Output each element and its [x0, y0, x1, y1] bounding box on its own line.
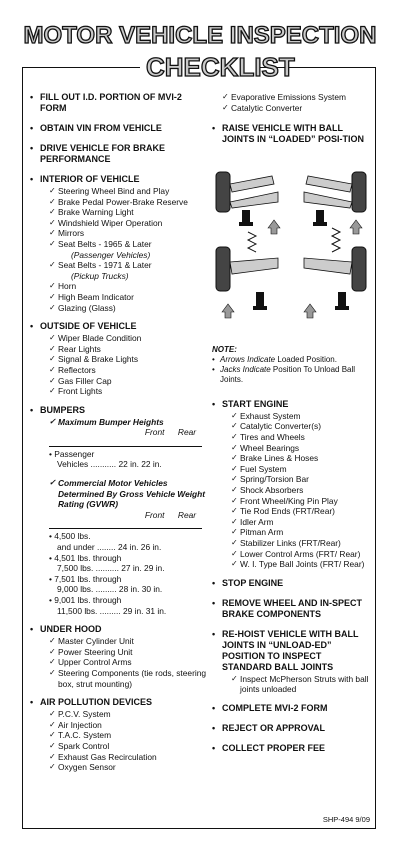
section-collect-fee: • COLLECT PROPER FEE	[212, 743, 370, 754]
list-item: ✓ Spark Control	[49, 741, 208, 752]
section-drive-vehicle: • DRIVE VEHICLE FOR BRAKE PERFORMANCE	[30, 143, 208, 165]
pollution-continued	[222, 92, 370, 113]
table-row: 7,500 lbs. .......... 27 in. 29 in.	[57, 563, 165, 574]
table-row: • 9,001 lbs. through	[49, 595, 122, 605]
pollution-list	[49, 709, 208, 773]
section-remove-wheel: • REMOVE WHEEL AND IN-SPECT BRAKE COMPONENTS	[212, 598, 370, 620]
note-item	[212, 355, 370, 365]
list-item: ✓ Lower Control Arms (FRT/ Rear)	[231, 549, 370, 560]
list-item: ✓ Catalytic Converter	[222, 103, 370, 114]
list-item: ✓ Exhaust System	[231, 411, 370, 422]
engine-list	[231, 411, 370, 570]
list-item: ✓ Fuel System	[231, 464, 370, 475]
list-item: ✓ Stabilizer Links (FRT/Rear)	[231, 538, 370, 549]
list-item: ✓ Inspect McPherson Struts with ball joints unloaded	[231, 674, 370, 695]
front-header: Front	[144, 509, 165, 520]
section-obtain-vin: • OBTAIN VIN FROM VEHICLE	[30, 123, 208, 134]
list-item: ✓ Master Cylinder Unit	[49, 636, 208, 647]
title-line-1: MOTOR VEHICLE INSPECTION	[23, 22, 377, 49]
list-item: ✓ Wiper Blade Condition	[49, 333, 208, 344]
section-start-engine: • START ENGINE	[212, 399, 370, 410]
front-header: Front	[144, 427, 165, 438]
list-item: ✓ Oxygen Sensor	[49, 762, 208, 773]
suspension-diagram	[212, 162, 370, 330]
section-interior: • INTERIOR OF VEHICLE	[30, 174, 208, 185]
left-column	[30, 92, 208, 781]
rehoist-list	[231, 674, 370, 695]
list-item: ✓ W. I. Type Ball Joints (FRT/ Rear)	[231, 559, 370, 570]
list-item: ✓ Signal & Brake Lights	[49, 354, 208, 365]
list-item: ✓ Brake Pedal Power-Brake Reserve	[49, 197, 208, 208]
table-row: and under ........ 24 in. 26 in.	[57, 542, 162, 553]
form-number: SHP-494 9/09	[322, 815, 370, 824]
section-fill-out-id: • FILL OUT I.D. PORTION OF MVI-2 FORM	[30, 92, 208, 114]
spring-icon	[248, 228, 340, 252]
list-item: ✓ Pitman Arm	[231, 527, 370, 538]
section-rehoist: • RE-HOIST VEHICLE WITH BALL JOINTS IN “UNLOAD-ED” POSITION TO INSPECT STANDARD BALL JOINTS	[212, 629, 370, 673]
list-item: ✓ Front Lights	[49, 386, 208, 397]
section-under-hood: • UNDER HOOD	[30, 624, 208, 635]
list-item: ✓ Air Injection	[49, 720, 208, 731]
list-item: ✓ Brake Warning Light	[49, 207, 208, 218]
list-item: ✓ Steering Components (tie rods, steering box, strut mounting)	[49, 668, 208, 689]
note-text: Position To Unload Ball Joints.	[220, 364, 356, 384]
list-item: ✓ Front Wheel/King Pin Play	[231, 496, 370, 507]
note-text: Loaded Position.	[275, 354, 337, 364]
note-emphasis: Arrows Indicate	[220, 354, 276, 364]
passenger-block	[49, 449, 208, 470]
list-item: ✓ Seat Belts - 1971 & Later	[49, 260, 208, 271]
list-item: ✓ Catalytic Converter(s)	[231, 421, 370, 432]
outside-list	[49, 333, 208, 397]
list-item: ✓ P.C.V. System	[49, 709, 208, 720]
note-item	[212, 365, 370, 385]
table-row: • 4,500 lbs.	[49, 531, 91, 542]
section-outside: • OUTSIDE OF VEHICLE	[30, 321, 208, 332]
list-item: ✓ Windshield Wiper Operation	[49, 218, 208, 229]
note-block	[212, 345, 370, 385]
rear-header: Rear	[177, 427, 197, 438]
list-item: ✓ Exhaust Gas Recirculation	[49, 752, 208, 763]
passenger-row: Vehicles ........... 22 in. 22 in.	[57, 459, 162, 470]
list-item: ✓ Spring/Torsion Bar	[231, 474, 370, 485]
interior-list	[49, 186, 208, 313]
hood-list	[49, 636, 208, 689]
list-item: ✓ Mirrors	[49, 228, 208, 239]
commercial-rows	[49, 531, 208, 616]
divider	[49, 446, 202, 447]
commercial-block	[49, 478, 208, 520]
section-complete-form: • COMPLETE MVI-2 FORM	[212, 703, 370, 714]
section-bumpers: • BUMPERS	[30, 405, 208, 416]
list-item: ✓ Gas Filler Cap	[49, 376, 208, 387]
list-item: ✓ Tires and Wheels	[231, 432, 370, 443]
section-stop-engine: • STOP ENGINE	[212, 578, 370, 589]
list-item: ✓ Seat Belts - 1965 & Later	[49, 239, 208, 250]
table-row: • 7,501 lbs. through	[49, 573, 122, 584]
list-item: ✓ Glazing (Glass)	[49, 303, 208, 314]
bumper-table-header	[49, 427, 208, 438]
note-emphasis: Jacks Indicate	[220, 364, 271, 374]
list-item: ✓ Reflectors	[49, 365, 208, 376]
passenger-label: • Passenger	[49, 448, 95, 459]
commercial-table-header	[49, 510, 208, 521]
list-item: ✓ Brake Lines & Hoses	[231, 453, 370, 464]
list-item: ✓ Wheel Bearings	[231, 443, 370, 454]
list-item-note: (Pickup Trucks)	[71, 270, 129, 281]
right-column	[212, 92, 370, 763]
section-reject-approval: • REJECT OR APPROVAL	[212, 723, 370, 734]
list-item: ✓ Idler Arm	[231, 517, 370, 528]
section-raise-vehicle: • RAISE VEHICLE WITH BALL JOINTS IN “LOADED” POSI-TION	[212, 123, 370, 145]
table-row: • 4,501 lbs. through	[49, 552, 122, 563]
section-air-pollution: • AIR POLLUTION DEVICES	[30, 697, 208, 708]
list-item: ✓ Horn	[49, 281, 208, 292]
list-item: ✓ T.A.C. System	[49, 730, 208, 741]
list-item: ✓ Steering Wheel Bind and Play	[49, 186, 208, 197]
rear-header: Rear	[177, 509, 197, 520]
table-row: 9,000 lbs. ......... 28 in. 30 in.	[57, 584, 163, 595]
list-item: ✓ Tie Rod Ends (FRT/Rear)	[231, 506, 370, 517]
title-line-2: CHECKLIST	[140, 52, 260, 83]
list-item: ✓ Evaporative Emissions System	[222, 92, 370, 103]
commercial-title: ✓ Commercial Motor Vehicles Determined By Gross Vehicle Weight Rating (GVWR)	[49, 478, 208, 510]
bumpers-block	[49, 417, 208, 438]
note-title: NOTE:	[212, 344, 237, 354]
list-item: ✓ Power Steering Unit	[49, 647, 208, 658]
list-item: ✓ Rear Lights	[49, 344, 208, 355]
list-item: ✓ Shock Absorbers	[231, 485, 370, 496]
list-item-note: (Passenger Vehicles)	[71, 249, 151, 260]
table-row: 11,500 lbs. ......... 29 in. 31 in.	[57, 605, 167, 616]
divider	[49, 528, 202, 529]
list-item: ✓ High Beam Indicator	[49, 292, 208, 303]
bumper-heights-title: ✓ Maximum Bumper Heights	[49, 417, 208, 428]
list-item: ✓ Upper Control Arms	[49, 657, 208, 668]
